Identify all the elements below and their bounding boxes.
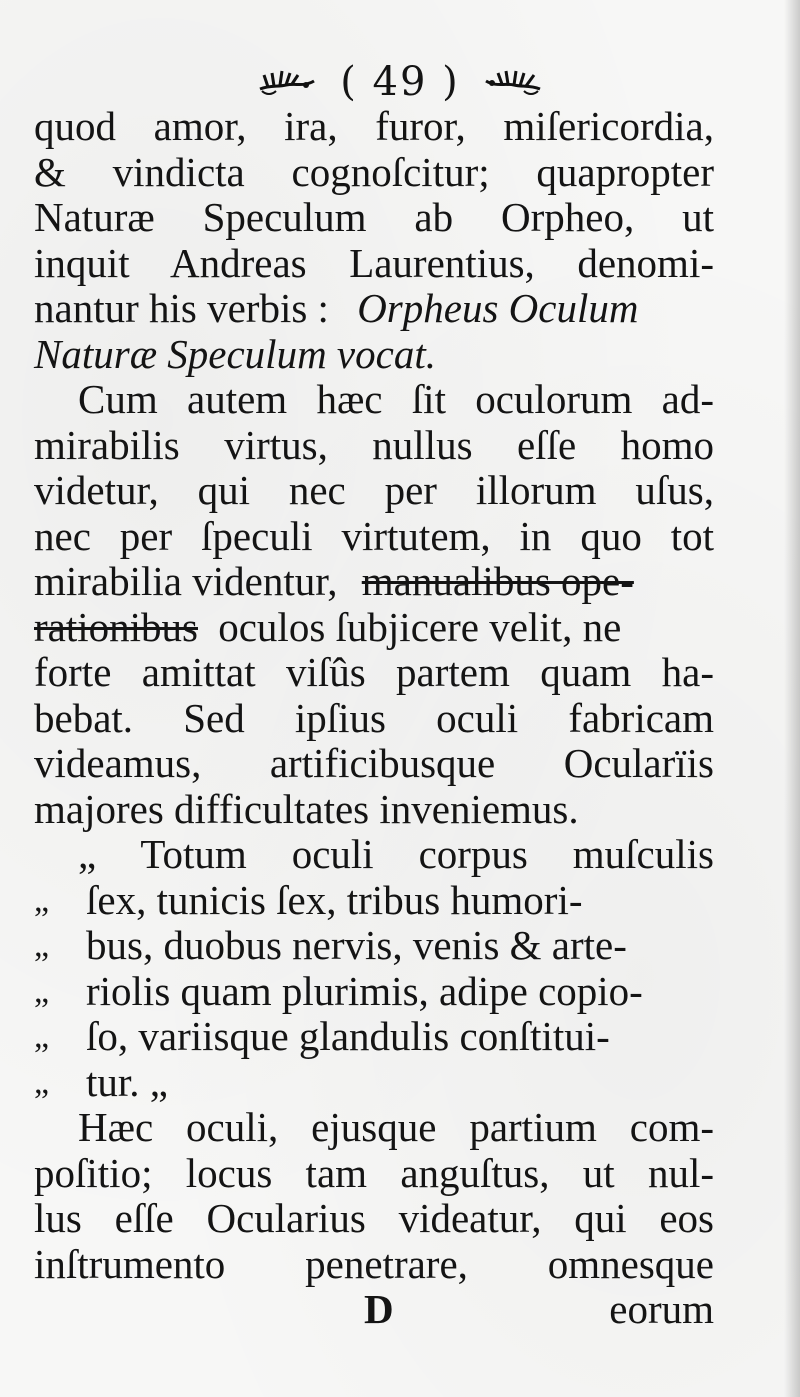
- struck-text: rationibus: [34, 603, 198, 650]
- signature-mark: D: [364, 1286, 394, 1332]
- italic-quote: Orpheus Oculum: [357, 285, 639, 331]
- text-line: forte amittat viſûs partem quam ha-: [34, 649, 714, 695]
- text-line: [34, 1060, 714, 1106]
- page-footer: [34, 1287, 714, 1333]
- text-line: videamus, artificibusque Ocularïis: [34, 740, 714, 786]
- text-fragment: riolis quam plurimis, adipe copio-: [86, 967, 643, 1014]
- text-line: lus eſſe Ocularius videatur, qui eos: [34, 1195, 714, 1241]
- text-line: [34, 878, 714, 924]
- catchword: eorum: [609, 1286, 714, 1332]
- text-line: videtur, qui nec per illorum uſus,: [34, 467, 714, 513]
- text-line: [34, 969, 714, 1015]
- text-line: [34, 559, 714, 605]
- text-line: inſtrumento penetrare, omnesque: [34, 1240, 714, 1287]
- text-line: [34, 605, 714, 651]
- text-line: quod amor, ira, furor, miſericordia,: [34, 103, 714, 149]
- text-line: majores difficultates inveniemus.: [34, 785, 579, 832]
- text-line: Hæc oculi, ejusque partium com-: [78, 1104, 714, 1150]
- left-ornament-icon: [256, 67, 318, 97]
- page-edge-shadow: [784, 0, 800, 1397]
- text-fragment: bus, duobus nervis, venis & arte-: [86, 922, 627, 968]
- quote-mark: „: [34, 881, 50, 919]
- text-line: inquit Andreas Laurentius, denomi-: [34, 239, 714, 286]
- text-fragment: ſex, tunicis ſex, tribus humori-: [86, 876, 583, 923]
- text-line: bebat. Sed ipſius oculi fabricam: [34, 694, 714, 741]
- right-ornament-icon: [482, 67, 544, 97]
- italic-quote: Naturæ Speculum vocat.: [34, 330, 436, 377]
- text-fragment: nantur his verbis :: [34, 285, 329, 331]
- text-line: Naturæ Speculum ab Orpheo, ut: [34, 194, 714, 240]
- text-line: [34, 923, 714, 969]
- quote-mark: „: [34, 1018, 50, 1055]
- text-line: & vindicta cognoſcitur; quapropter: [34, 148, 714, 195]
- page-number: ( 49 ): [340, 59, 460, 105]
- text-line: nec per ſpeculi virtutem, in quo tot: [34, 512, 714, 559]
- text-fragment: oculos ſubjicere velit, ne: [218, 603, 622, 650]
- text-line: [34, 286, 714, 332]
- text-fragment: ſo, variisque glandulis conſtitui-: [86, 1013, 610, 1059]
- struck-text: manualibus ope-: [361, 558, 634, 604]
- text-fragment: mirabilia videntur,: [34, 558, 338, 604]
- quote-mark: „: [34, 1063, 50, 1101]
- text-line: [34, 1014, 714, 1060]
- text-block: [34, 104, 714, 1333]
- text-line: Cum autem hæc ſit oculorum ad-: [78, 376, 714, 422]
- text-line: mirabilis virtus, nullus eſſe homo: [34, 421, 714, 468]
- quote-mark: „: [34, 972, 50, 1010]
- text-line: „ Totum oculi corpus muſculis: [78, 831, 714, 877]
- quote-mark: „: [34, 927, 50, 964]
- text-line: poſitio; locus tam anguſtus, ut nul-: [34, 1149, 714, 1196]
- text-fragment: tur. „: [86, 1058, 168, 1105]
